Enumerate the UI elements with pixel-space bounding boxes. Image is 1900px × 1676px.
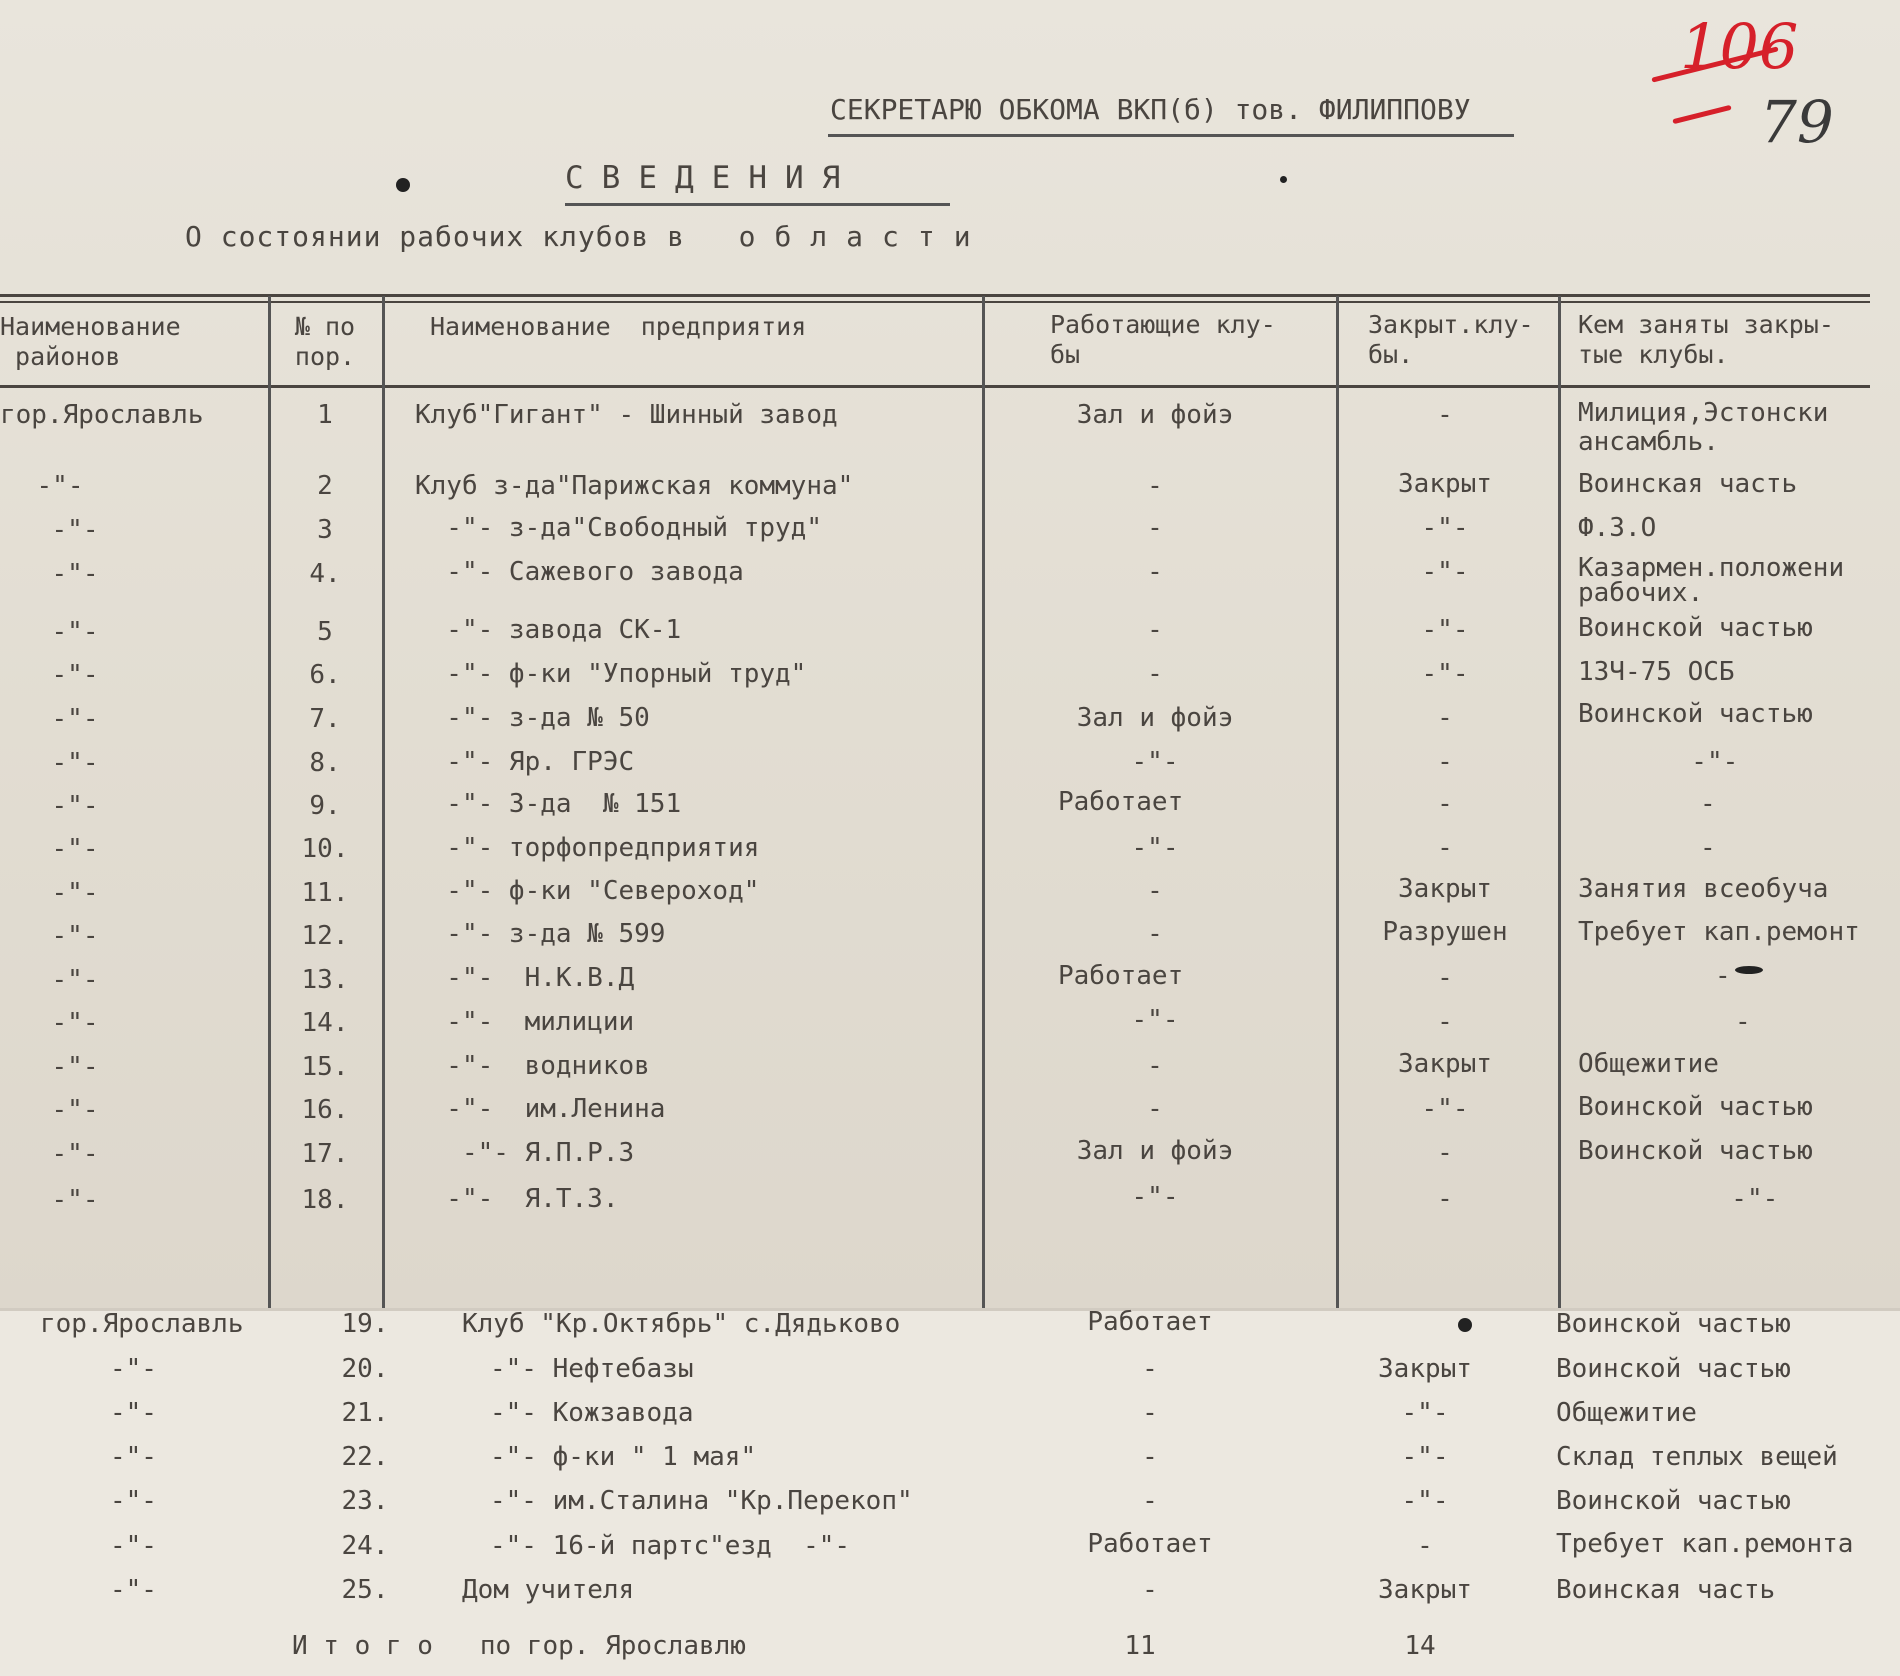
row-19-working: Работает xyxy=(1087,1307,1213,1337)
row-3-enterprise: -"- з-да"Свободный труд" xyxy=(415,513,822,543)
row-17-occupied-by: Воинской частью xyxy=(1578,1136,1813,1166)
row-24-number: 24. xyxy=(341,1531,389,1561)
row-7-working: Зал и фойэ xyxy=(1076,703,1234,733)
row-17-district: -"- xyxy=(51,1139,99,1169)
row-3-number: 3 xyxy=(317,515,333,545)
archive-number-red: 106 xyxy=(1680,10,1799,83)
row-6-number: 6. xyxy=(309,660,341,690)
row-14-number: 14. xyxy=(301,1008,349,1038)
row-6-enterprise: -"- ф-ки "Упорный труд" xyxy=(415,659,807,689)
row-7-district: -"- xyxy=(51,704,99,734)
row-20-occupied-by: Воинской частью xyxy=(1556,1354,1791,1384)
row-2-occupied-by: Воинская часть xyxy=(1578,469,1798,499)
row-21-working: - xyxy=(1142,1398,1158,1428)
row-19-district: гор.Ярославль xyxy=(40,1309,244,1339)
row-19-occupied-by: Воинской частью xyxy=(1556,1309,1791,1339)
row-11-number: 11. xyxy=(301,878,349,908)
row-22-district: -"- xyxy=(110,1442,157,1472)
document-title: СВЕДЕНИЯ xyxy=(565,160,859,196)
row-15-number: 15. xyxy=(301,1052,349,1082)
row-3-working: - xyxy=(1147,513,1163,543)
row-4-closed: -"- xyxy=(1421,557,1469,587)
row-15-closed: Закрыт xyxy=(1398,1049,1492,1079)
row-15-occupied-by: Общежитие xyxy=(1578,1049,1719,1079)
row-11-district: -"- xyxy=(51,878,99,908)
row-24-district: -"- xyxy=(110,1531,157,1561)
subtitle-prefix: О состоянии рабочих клубов в xyxy=(185,220,686,253)
row-16-number: 16. xyxy=(301,1095,349,1125)
row-12-occupied-by: Требует кап.ремонт xyxy=(1578,917,1860,947)
row-25-occupied-by: Воинская часть xyxy=(1556,1575,1776,1605)
row-8-number: 8. xyxy=(309,748,341,778)
row-3-district: -"- xyxy=(51,515,99,545)
row-25-enterprise: Дом учителя xyxy=(462,1575,635,1605)
row-25-closed: Закрыт xyxy=(1378,1575,1472,1605)
row-23-occupied-by: Воинской частью xyxy=(1556,1486,1791,1516)
row-20-closed: Закрыт xyxy=(1378,1354,1472,1384)
row-1-occupied-by: Милиция,Эстонски ансамбль. xyxy=(1578,398,1829,457)
row-23-number: 23. xyxy=(341,1486,389,1516)
row-23-district: -"- xyxy=(110,1486,157,1516)
row-13-working: Работает xyxy=(1058,961,1184,991)
row-23-enterprise: -"- им.Сталина "Кр.Перекоп" xyxy=(490,1486,913,1516)
row-5-closed: -"- xyxy=(1421,615,1469,645)
row-22-number: 22. xyxy=(341,1442,389,1472)
row-21-occupied-by: Общежитие xyxy=(1556,1398,1697,1428)
row-11-working: - xyxy=(1147,876,1163,906)
row-16-closed: -"- xyxy=(1421,1094,1469,1124)
row-12-enterprise: -"- з-да № 599 xyxy=(415,919,666,949)
row-16-occupied-by: Воинской частью xyxy=(1578,1092,1813,1122)
row-20-enterprise: -"- Нефтебазы xyxy=(490,1354,694,1384)
header-bottom-rule xyxy=(0,385,1870,388)
row-18-closed: - xyxy=(1437,1184,1453,1214)
row-13-occupied-by: - xyxy=(1715,961,1731,991)
row-13-district: -"- xyxy=(51,965,99,995)
row-10-occupied-by: - xyxy=(1700,833,1716,863)
row-6-working: - xyxy=(1147,659,1163,689)
row-24-closed: - xyxy=(1417,1531,1433,1561)
row-5-district: -"- xyxy=(51,617,99,647)
table-top-rule xyxy=(0,294,1870,297)
row-22-working: - xyxy=(1142,1442,1158,1472)
row-15-working: - xyxy=(1147,1051,1163,1081)
row-8-enterprise: -"- Яр. ГРЭС xyxy=(415,747,635,777)
row-8-district: -"- xyxy=(51,748,99,778)
row-25-number: 25. xyxy=(341,1575,389,1605)
row-1-closed: - xyxy=(1437,400,1453,430)
addressee-underline xyxy=(828,134,1514,137)
row-15-district: -"- xyxy=(51,1052,99,1082)
row-8-closed: - xyxy=(1437,747,1453,777)
subtitle-spaced: области xyxy=(738,220,990,253)
row-18-working: -"- xyxy=(1131,1182,1179,1212)
row-21-closed: -"- xyxy=(1401,1398,1449,1428)
row-23-closed: -"- xyxy=(1401,1486,1449,1516)
row-10-number: 10. xyxy=(301,834,349,864)
row-4-district: -"- xyxy=(51,559,99,589)
row-11-occupied-by: Занятия всеобуча xyxy=(1578,874,1829,904)
row-18-enterprise: -"- Я.Т.З. xyxy=(415,1184,619,1214)
row-2-number: 2 xyxy=(317,471,333,501)
row-2-closed: Закрыт xyxy=(1398,469,1492,499)
header-occupied-by: Кем заняты закры- тые клубы. xyxy=(1578,310,1834,369)
row-5-enterprise: -"- завода СК-1 xyxy=(415,615,682,645)
row-10-closed: - xyxy=(1437,833,1453,863)
total-closed: 14 xyxy=(1404,1631,1436,1661)
row-20-number: 20. xyxy=(341,1354,389,1384)
row-9-district: -"- xyxy=(51,791,99,821)
ink-blot xyxy=(396,178,410,192)
row-4-occupied-by: Казармен.положени рабочих. xyxy=(1578,553,1845,608)
row-5-working: - xyxy=(1147,615,1163,645)
row-11-closed: Закрыт xyxy=(1398,874,1492,904)
row-8-working: -"- xyxy=(1131,747,1179,777)
row-18-district: -"- xyxy=(51,1185,99,1215)
header-district: Наименование районов xyxy=(0,312,181,371)
row-7-closed: - xyxy=(1437,703,1453,733)
row-7-number: 7. xyxy=(309,704,341,734)
row-25-working: - xyxy=(1142,1575,1158,1605)
row-17-closed: - xyxy=(1437,1138,1453,1168)
row-22-occupied-by: Склад теплых вещей xyxy=(1556,1442,1838,1472)
ink-blot xyxy=(1735,966,1763,974)
row-17-enterprise: -"- Я.П.Р.З xyxy=(415,1138,635,1168)
row-12-district: -"- xyxy=(51,921,99,951)
row-19-number: 19. xyxy=(341,1309,389,1339)
row-10-working: -"- xyxy=(1131,833,1179,863)
row-12-number: 12. xyxy=(301,921,349,951)
row-15-enterprise: -"- водников xyxy=(415,1051,650,1081)
row-2-enterprise: Клуб з-да"Парижская коммуна" xyxy=(415,471,854,501)
row-6-district: -"- xyxy=(51,660,99,690)
row-18-number: 18. xyxy=(301,1185,349,1215)
row-6-occupied-by: 13Ч-75 ОСБ xyxy=(1578,657,1735,687)
column-divider xyxy=(382,296,385,1308)
row-22-closed: -"- xyxy=(1401,1442,1449,1472)
folio-number: 79 xyxy=(1760,88,1834,156)
row-24-occupied-by: Требует кап.ремонта xyxy=(1556,1529,1854,1559)
row-14-closed: - xyxy=(1437,1007,1453,1037)
row-22-enterprise: -"- ф-ки " 1 мая" xyxy=(490,1442,757,1472)
header-enterprise: Наименование предприятия xyxy=(430,312,807,341)
row-21-district: -"- xyxy=(110,1398,157,1428)
title-underline xyxy=(565,203,950,206)
row-11-enterprise: -"- ф-ки "Северoход" xyxy=(415,876,760,906)
row-9-working: Работает xyxy=(1058,787,1184,817)
row-3-closed: -"- xyxy=(1421,513,1469,543)
row-8-occupied-by: -"- xyxy=(1660,747,1739,777)
row-7-enterprise: -"- з-да № 50 xyxy=(415,703,650,733)
row-21-enterprise: -"- Кожзавода xyxy=(490,1398,694,1428)
header-number: № по пор. xyxy=(294,312,356,371)
row-9-closed: - xyxy=(1437,789,1453,819)
addressee: СЕКРЕТАРЮ ОБКОМА ВКП(б) тов. ФИЛИППОВУ xyxy=(830,93,1471,126)
row-14-occupied-by: - xyxy=(1735,1007,1751,1037)
table-top-rule xyxy=(0,301,1870,303)
row-10-enterprise: -"- торфопредприятия xyxy=(415,833,760,863)
row-17-working: Зал и фойэ xyxy=(1076,1136,1234,1166)
row-9-enterprise: -"- З-да № 151 xyxy=(415,789,682,819)
row-13-enterprise: -"- Н.К.В.Д xyxy=(415,963,635,993)
document-subtitle xyxy=(185,222,990,252)
row-17-number: 17. xyxy=(301,1139,349,1169)
row-9-occupied-by: - xyxy=(1700,789,1716,819)
row-5-number: 5 xyxy=(317,617,333,647)
total-working: 11 xyxy=(1124,1631,1156,1661)
ink-blot xyxy=(1280,176,1287,183)
row-14-district: -"- xyxy=(51,1008,99,1038)
row-1-district: гор.Ярославль xyxy=(0,400,204,430)
row-16-enterprise: -"- им.Ленина xyxy=(415,1094,666,1124)
header-working: Работающие клу- бы xyxy=(1050,310,1276,369)
row-20-district: -"- xyxy=(110,1354,157,1384)
row-10-district: -"- xyxy=(51,834,99,864)
row-19-enterprise: Клуб "Кр.Октябрь" с.Дядьково xyxy=(462,1309,901,1339)
row-14-working: -"- xyxy=(1131,1005,1179,1035)
row-1-number: 1 xyxy=(317,400,333,430)
row-13-closed: - xyxy=(1437,963,1453,993)
row-2-district: -"- xyxy=(36,471,84,501)
row-12-working: - xyxy=(1147,919,1163,949)
ink-blot xyxy=(1458,1318,1472,1332)
row-4-working: - xyxy=(1147,557,1163,587)
row-4-enterprise: -"- Сажевого завода xyxy=(415,557,744,587)
row-14-enterprise: -"- милиции xyxy=(415,1007,635,1037)
row-1-enterprise: Клуб"Гигант" - Шинный завод xyxy=(415,400,838,430)
row-1-working: Зал и фойэ xyxy=(1076,400,1234,430)
row-16-working: - xyxy=(1147,1094,1163,1124)
row-4-number: 4. xyxy=(309,559,341,589)
row-25-district: -"- xyxy=(110,1575,157,1605)
row-3-occupied-by: Ф.З.О xyxy=(1578,513,1657,543)
row-21-number: 21. xyxy=(341,1398,389,1428)
row-24-working: Работает xyxy=(1087,1529,1213,1559)
total-label: И т о г о по гор. Ярославлю xyxy=(292,1631,746,1661)
row-18-occupied-by: -"- xyxy=(1700,1184,1779,1214)
row-13-number: 13. xyxy=(301,965,349,995)
row-5-occupied-by: Воинской частью xyxy=(1578,613,1813,643)
row-12-closed: Разрушен xyxy=(1382,917,1508,947)
row-24-enterprise: -"- 16-й партс"езд -"- xyxy=(490,1531,851,1561)
header-closed: Закрыт.клу- бы. xyxy=(1368,310,1534,369)
row-16-district: -"- xyxy=(51,1095,99,1125)
row-9-number: 9. xyxy=(309,791,341,821)
row-20-working: - xyxy=(1142,1354,1158,1384)
row-23-working: - xyxy=(1142,1486,1158,1516)
row-2-working: - xyxy=(1147,471,1163,501)
row-7-occupied-by: Воинской частью xyxy=(1578,699,1813,729)
row-6-closed: -"- xyxy=(1421,659,1469,689)
